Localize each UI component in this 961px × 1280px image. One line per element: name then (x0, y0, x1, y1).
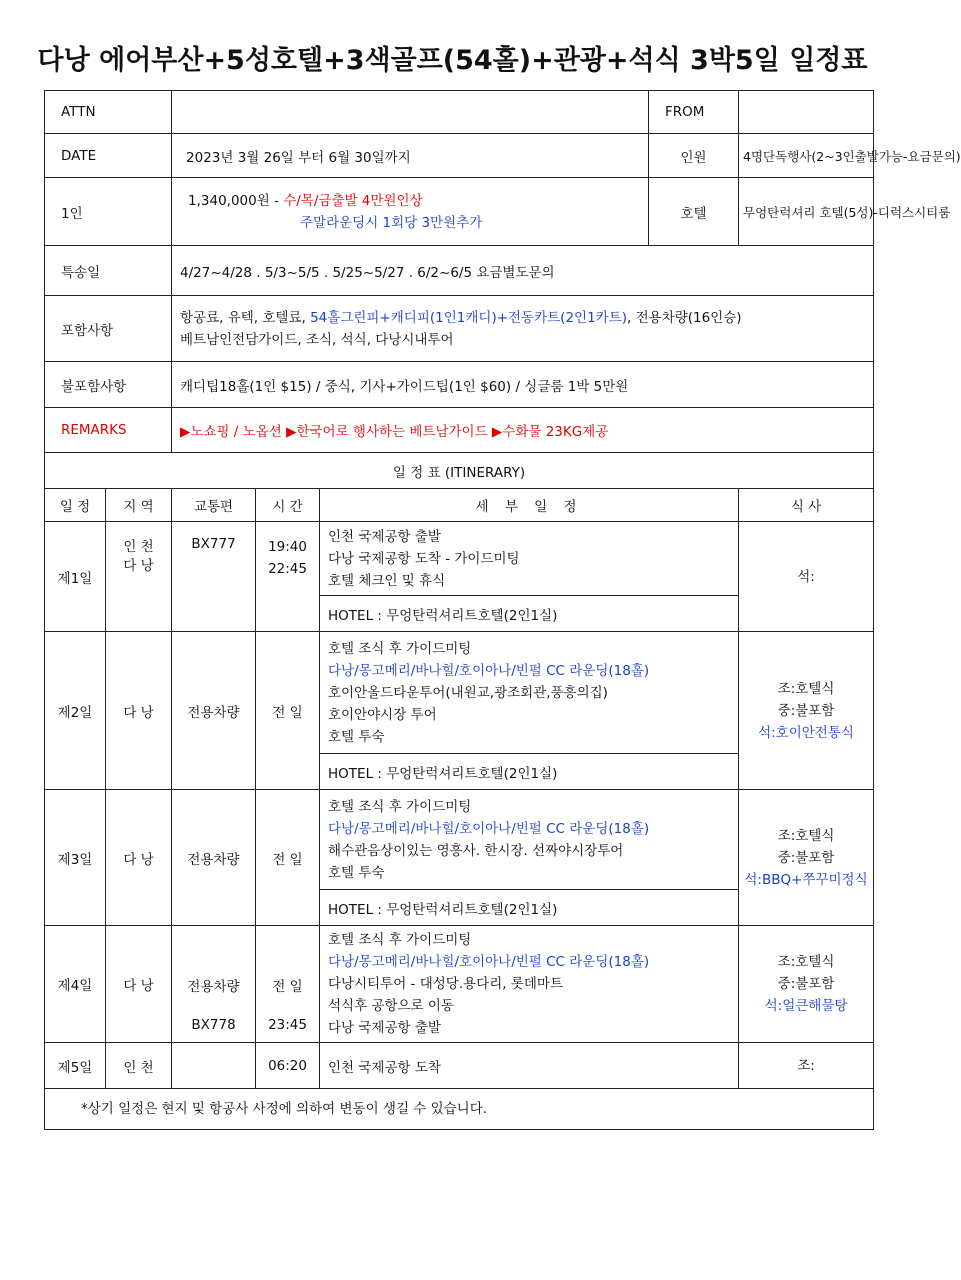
remarks-value: ▶노쇼핑 / 노옵션 ▶한국어로 행사하는 베트남가이드 ▶수화물 23KG제공 (172, 408, 874, 453)
attn-label: ATTN (45, 91, 172, 134)
exclude-value: 캐디팁18홀(1인 $15) / 중식, 기사+가이드팁(1인 $60) / 싱글룸 1박 5만원 (172, 362, 874, 408)
day4-time-depart: 23:45 (268, 1017, 307, 1033)
day5-label: 제5일 (45, 1043, 106, 1089)
day1-detail-3: 호텔 체크인 및 휴식 (328, 572, 446, 589)
day4-meal-breakfast: 조:호텔식 (777, 954, 835, 970)
day3-detail-4: 호텔 투숙 (328, 864, 385, 881)
include-row (45, 296, 874, 362)
day5-detail: 인천 국제공항 도착 (320, 1043, 739, 1089)
day4-label: 제4일 (45, 926, 106, 1043)
people-value: 4명단독행사(2~3인출발가능-요금문의) (739, 134, 874, 178)
day5-time: 06:20 (256, 1043, 320, 1089)
day4-detail-3: 다낭시티투어 - 대성당.용다리, 롯데마트 (328, 976, 563, 992)
day3-meal (739, 790, 874, 926)
day4-region: 다 낭 (106, 926, 172, 1043)
itinerary-header-row (45, 489, 874, 522)
price-value: 1,340,000원 - (188, 192, 284, 209)
price-row (45, 178, 874, 246)
special-value: 4/27~4/28 . 5/3~5/5 . 5/25~5/27 . 6/2~6/5 요금별도문의 (172, 246, 874, 296)
day2-detail-1: 호텔 조식 후 가이드미팅 (328, 640, 472, 657)
day5-meal: 조: (739, 1043, 874, 1089)
day4-meal (739, 926, 874, 1043)
special-row (45, 246, 874, 296)
day4-time-allday: 전 일 (272, 979, 303, 995)
price-surcharge-weekday: 수/목/금출발 4만원인상 (283, 192, 423, 209)
day3-row (45, 790, 874, 890)
day4-meal-lunch: 중:불포함 (777, 976, 835, 992)
remarks-label: REMARKS (45, 408, 172, 453)
day1-region (106, 522, 172, 632)
col-region: 지 역 (106, 489, 172, 522)
day5-row (45, 1043, 874, 1089)
day1-region-from: 인 천 (123, 539, 154, 555)
itinerary-heading-row (45, 453, 874, 489)
hotel-label: 호텔 (649, 178, 739, 246)
hotel-value: 무엉탄럭셔리 호텔(5성)-디럭스시티룸 (739, 178, 874, 246)
day1-row (45, 522, 874, 596)
footnote: *상기 일정은 현지 및 항공사 사정에 의하여 변동이 생길 수 있습니다. (45, 1089, 874, 1130)
day4-transport-flight: BX778 (191, 1017, 236, 1033)
day1-hotel: HOTEL : 무엉탄럭셔리트호텔(2인1실) (320, 596, 739, 632)
day5-region: 인 천 (106, 1043, 172, 1089)
day2-detail (320, 632, 739, 754)
day2-time: 전 일 (256, 632, 320, 790)
day5-transport (172, 1043, 256, 1089)
from-label: FROM (649, 91, 739, 134)
day2-detail-2: 다낭/몽고메리/바나힐/호이아나/빈펄 CC 라운딩(18홀) (328, 662, 650, 679)
itinerary-heading: 일 정 표 (ITINERARY) (45, 453, 874, 489)
page-title: 다낭 에어부산+5성호텔+3색골프(54홀)+관광+석식 3박5일 일정표 (37, 45, 868, 76)
day3-region: 다 낭 (106, 790, 172, 926)
day1-detail-2: 다낭 국제공항 도착 - 가이드미팅 (328, 550, 520, 567)
attn-value (172, 91, 649, 134)
col-detail: 세 부 일 정 (320, 489, 739, 522)
people-label: 인원 (649, 134, 739, 178)
day1-detail-1: 인천 국제공항 출발 (328, 528, 441, 545)
day3-detail-3: 해수관음상이있는 영흥사. 한시장. 선짜야시장투어 (328, 842, 624, 859)
day4-detail-2: 다낭/몽고메리/바나힐/호이아나/빈펄 CC 라운딩(18홀) (328, 954, 650, 970)
day3-meal-dinner: 석:BBQ+쭈꾸미정식 (744, 871, 868, 888)
include-cell (172, 296, 874, 362)
attn-row (45, 91, 874, 134)
footnote-row (45, 1089, 874, 1130)
date-value: 2023년 3월 26일 부터 6월 30일까지 (172, 134, 649, 178)
day3-meal-breakfast: 조:호텔식 (777, 827, 835, 844)
day2-detail-3: 호이안올드타운투어(내원교,광조회관,풍흥의집) (328, 684, 608, 701)
day1-time-depart: 19:40 (268, 539, 307, 555)
day3-detail-1: 호텔 조식 후 가이드미팅 (328, 798, 472, 815)
day3-detail-2: 다낭/몽고메리/바나힐/호이아나/빈펄 CC 라운딩(18홀) (328, 820, 650, 837)
day2-transport: 전용차량 (172, 632, 256, 790)
day3-hotel: HOTEL : 무엉탄럭셔리트호텔(2인1실) (320, 890, 739, 926)
day4-time (256, 926, 320, 1043)
day1-time (256, 522, 320, 632)
day4-transport-car: 전용차량 (187, 979, 240, 995)
price-surcharge-weekend: 주말라운딩시 1회당 3만원추가 (300, 214, 483, 231)
day3-time: 전 일 (256, 790, 320, 926)
day4-row (45, 926, 874, 1043)
day4-meal-dinner: 석:얼큰해물탕 (764, 998, 848, 1014)
day4-transport (172, 926, 256, 1043)
include-golf: 54홀그린피+캐디피(1인1캐디)+전동카트(2인1카트) (310, 309, 628, 326)
day1-label: 제1일 (45, 522, 106, 632)
remarks-row (45, 408, 874, 453)
exclude-row (45, 362, 874, 408)
day3-label: 제3일 (45, 790, 106, 926)
day2-meal-breakfast: 조:호텔식 (777, 680, 835, 697)
day4-detail-1: 호텔 조식 후 가이드미팅 (328, 932, 472, 948)
day1-transport: BX777 (172, 522, 256, 632)
day2-meal (739, 632, 874, 790)
day2-row (45, 632, 874, 754)
day2-hotel: HOTEL : 무엉탄럭셔리트호텔(2인1실) (320, 754, 739, 790)
date-label: DATE (45, 134, 172, 178)
day4-detail-5: 다낭 국제공항 출발 (328, 1020, 441, 1036)
col-time: 시 간 (256, 489, 320, 522)
day1-meal: 석: (739, 522, 874, 632)
date-row (45, 134, 874, 178)
day3-detail (320, 790, 739, 890)
exclude-label: 불포함사항 (45, 362, 172, 408)
day3-meal-lunch: 중:불포함 (777, 849, 835, 866)
day1-detail (320, 522, 739, 596)
day1-time-arrive: 22:45 (268, 561, 307, 577)
day2-detail-4: 호이안야시장 투어 (328, 706, 437, 723)
price-cell (172, 178, 649, 246)
include-line2: 베트남인전담가이드, 조식, 석식, 다낭시내투어 (180, 331, 454, 348)
day4-detail-4: 석식후 공항으로 이동 (328, 998, 454, 1014)
day2-meal-lunch: 중:불포함 (777, 702, 835, 719)
day3-transport: 전용차량 (172, 790, 256, 926)
include-text-c: , 전용차량(16인승) (627, 309, 742, 326)
day4-detail (320, 926, 739, 1043)
price-label: 1인 (45, 178, 172, 246)
include-label: 포함사항 (45, 296, 172, 362)
col-meal: 식 사 (739, 489, 874, 522)
col-day: 일 정 (45, 489, 106, 522)
day2-region: 다 낭 (106, 632, 172, 790)
col-transport: 교통편 (172, 489, 256, 522)
itinerary-table (44, 90, 961, 1130)
day2-label: 제2일 (45, 632, 106, 790)
from-value (739, 91, 874, 134)
include-text-a: 항공료, 유텍, 호텔료, (180, 309, 311, 326)
day1-region-to: 다 낭 (123, 558, 154, 574)
day2-detail-5: 호텔 투숙 (328, 728, 385, 745)
special-label: 특송일 (45, 246, 172, 296)
day2-meal-dinner: 석:호이안전통식 (758, 724, 854, 741)
